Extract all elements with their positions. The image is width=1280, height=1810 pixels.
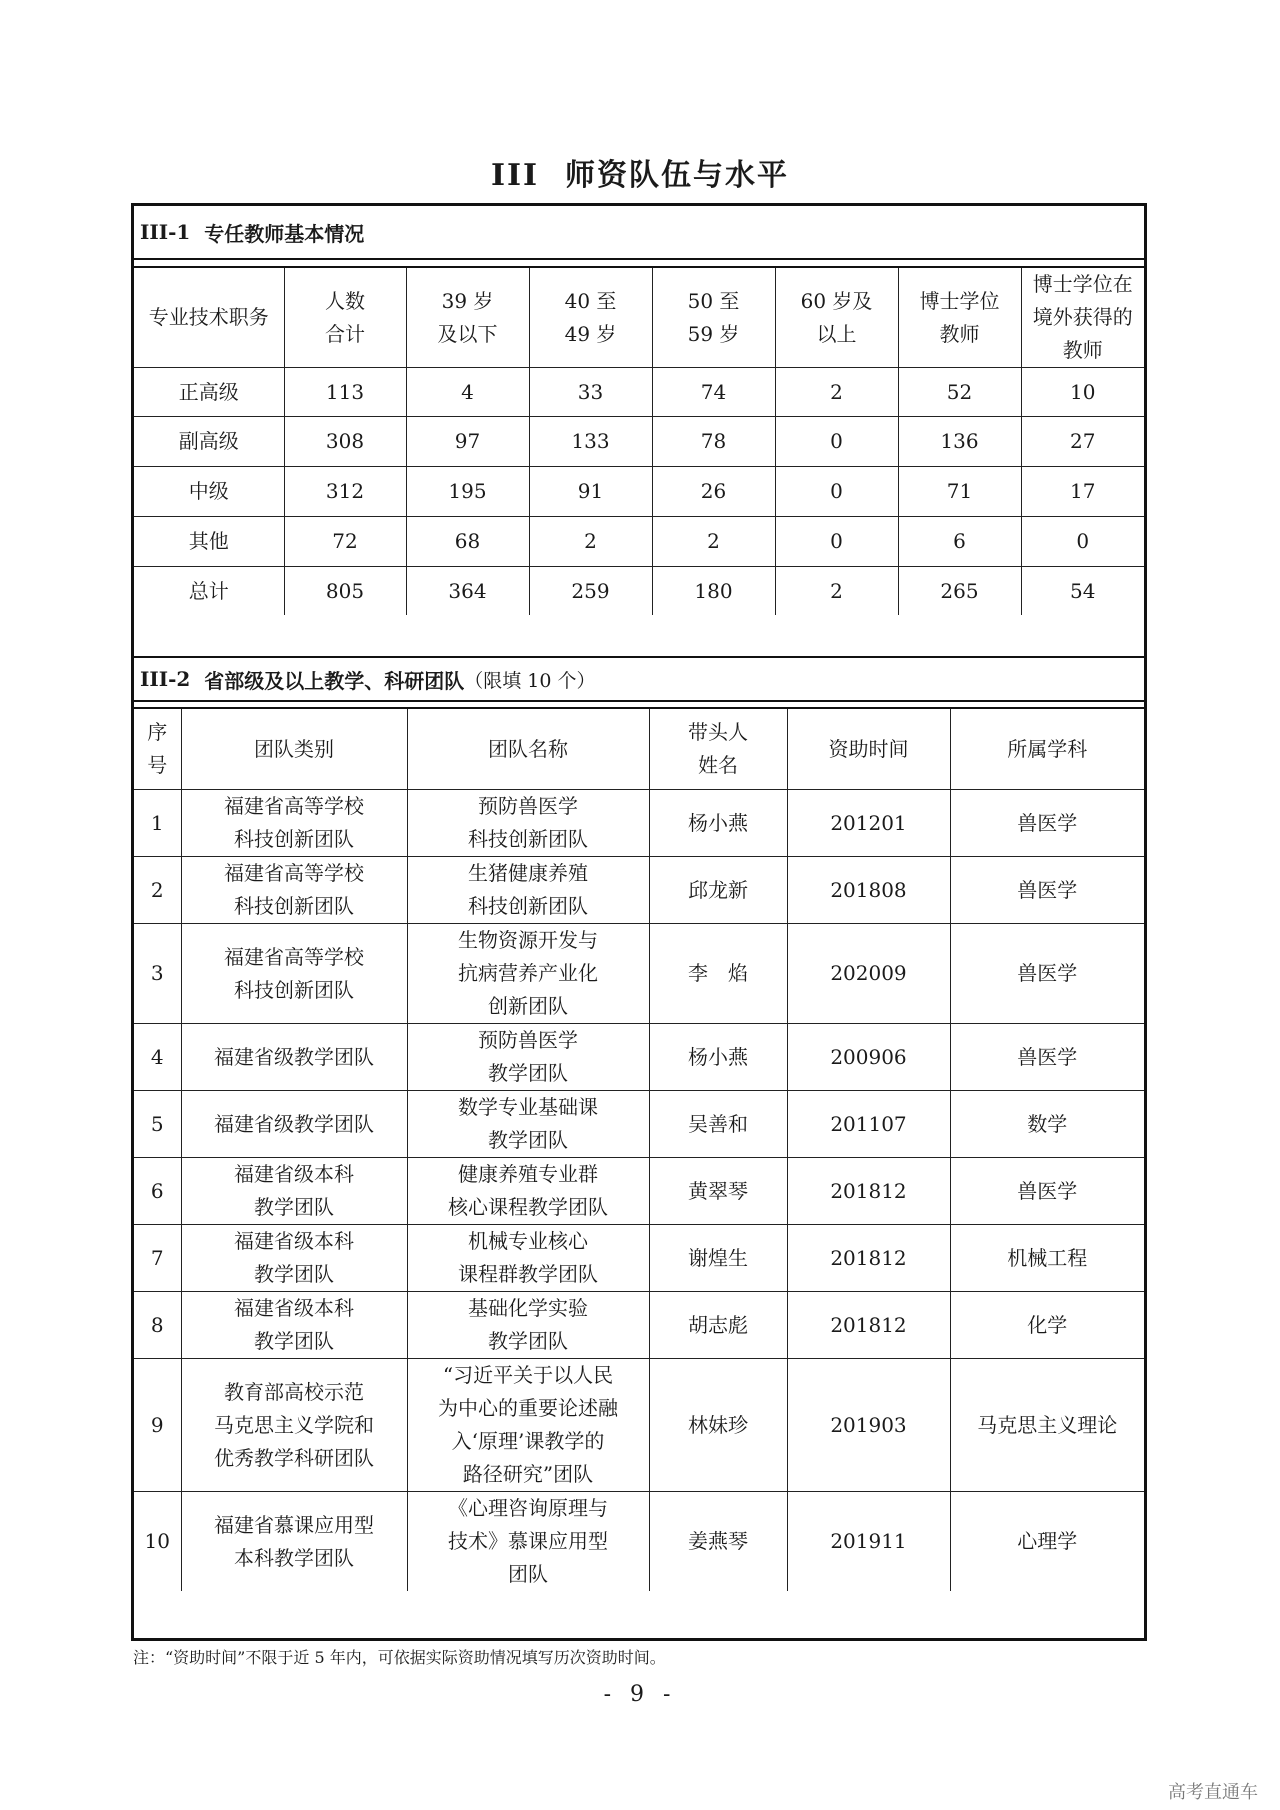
teams-cell: 谢煌生 xyxy=(649,1225,787,1292)
stats-cell: 2 xyxy=(529,517,652,567)
stats-header-cell: 博士学位 教师 xyxy=(898,268,1021,368)
stats-header-cell: 39 岁 及以下 xyxy=(406,268,529,368)
document-frame xyxy=(131,203,1147,1641)
teams-row xyxy=(134,1492,1144,1592)
stats-cell: 2 xyxy=(652,517,775,567)
stats-cell: 78 xyxy=(652,417,775,467)
teams-cell: 福建省高等学校 科技创新团队 xyxy=(181,857,407,924)
stats-cell: 17 xyxy=(1021,467,1144,517)
stats-cell: 正高级 xyxy=(134,368,284,417)
teams-cell: 《心理咨询原理与 技术》慕课应用型 团队 xyxy=(407,1492,649,1592)
stats-cell: 364 xyxy=(406,567,529,616)
teams-cell: 兽医学 xyxy=(950,1158,1144,1225)
teams-cell: 吴善和 xyxy=(649,1091,787,1158)
teams-row xyxy=(134,790,1144,857)
teams-cell: 201903 xyxy=(787,1359,950,1492)
teams-cell: 数学专业基础课 教学团队 xyxy=(407,1091,649,1158)
teams-cell: 201812 xyxy=(787,1158,950,1225)
teams-cell: 201201 xyxy=(787,790,950,857)
page-title-text: 师资队伍与水平 xyxy=(565,158,790,193)
stats-cell: 其他 xyxy=(134,517,284,567)
stats-header-cell: 50 至 59 岁 xyxy=(652,268,775,368)
teams-cell: 6 xyxy=(134,1158,181,1225)
stats-header-cell: 专业技术职务 xyxy=(134,268,284,368)
stats-cell: 195 xyxy=(406,467,529,517)
teams-cell: 福建省级本科 教学团队 xyxy=(181,1225,407,1292)
section2-title: 省部级及以上教学、科研团队 xyxy=(204,668,465,693)
teams-row xyxy=(134,1158,1144,1225)
stats-cell: 副高级 xyxy=(134,417,284,467)
teams-cell: 马克思主义理论 xyxy=(950,1359,1144,1492)
stats-cell: 91 xyxy=(529,467,652,517)
teams-cell: 胡志彪 xyxy=(649,1292,787,1359)
stats-cell: 265 xyxy=(898,567,1021,616)
teams-header-row xyxy=(134,709,1144,790)
teams-header-cell: 序 号 xyxy=(134,709,181,790)
stats-cell: 总计 xyxy=(134,567,284,616)
teams-row xyxy=(134,924,1144,1024)
teams-cell: 201812 xyxy=(787,1225,950,1292)
teams-row xyxy=(134,1024,1144,1091)
section1-title: 专任教师基本情况 xyxy=(204,221,365,246)
teams-cell: 8 xyxy=(134,1292,181,1359)
teams-cell: 3 xyxy=(134,924,181,1024)
stats-row xyxy=(134,417,1144,467)
stats-row xyxy=(134,467,1144,517)
stats-cell: 10 xyxy=(1021,368,1144,417)
teams-cell: 7 xyxy=(134,1225,181,1292)
page-title xyxy=(0,150,1280,194)
section1-code: III-1 xyxy=(140,220,191,244)
watermark: 高考直通车 xyxy=(1168,1782,1258,1803)
teams-table xyxy=(134,709,1144,1591)
section1-rule xyxy=(134,258,1144,260)
teams-cell: 福建省慕课应用型 本科教学团队 xyxy=(181,1492,407,1592)
teacher-stats-table xyxy=(134,268,1144,615)
stats-cell: 805 xyxy=(284,567,406,616)
teams-cell: 黄翠琴 xyxy=(649,1158,787,1225)
teams-cell: 邱龙新 xyxy=(649,857,787,924)
teams-cell: 李 焰 xyxy=(649,924,787,1024)
teams-cell: 机械工程 xyxy=(950,1225,1144,1292)
teams-cell: 202009 xyxy=(787,924,950,1024)
teams-cell: 4 xyxy=(134,1024,181,1091)
teams-cell: 杨小燕 xyxy=(649,790,787,857)
section2-heading xyxy=(134,658,1144,700)
stats-cell: 2 xyxy=(775,368,898,417)
teams-header-cell: 带头人 姓名 xyxy=(649,709,787,790)
teams-cell: 福建省级本科 教学团队 xyxy=(181,1158,407,1225)
teams-cell: 心理学 xyxy=(950,1492,1144,1592)
teams-cell: 林妹珍 xyxy=(649,1359,787,1492)
stats-cell: 136 xyxy=(898,417,1021,467)
teams-cell: 杨小燕 xyxy=(649,1024,787,1091)
section2-hint: （限填 10 个） xyxy=(464,669,596,692)
teams-cell: 预防兽医学 教学团队 xyxy=(407,1024,649,1091)
stats-header-cell: 人数 合计 xyxy=(284,268,406,368)
stats-header-cell: 博士学位在 境外获得的 教师 xyxy=(1021,268,1144,368)
teams-cell: 201107 xyxy=(787,1091,950,1158)
teams-cell: 5 xyxy=(134,1091,181,1158)
stats-cell: 中级 xyxy=(134,467,284,517)
section2-rule-2 xyxy=(134,700,1144,702)
stats-cell: 180 xyxy=(652,567,775,616)
stats-row xyxy=(134,517,1144,567)
teams-cell: 10 xyxy=(134,1492,181,1592)
stats-cell: 308 xyxy=(284,417,406,467)
teams-cell: 基础化学实验 教学团队 xyxy=(407,1292,649,1359)
teams-cell: 化学 xyxy=(950,1292,1144,1359)
teams-cell: 9 xyxy=(134,1359,181,1492)
stats-cell: 72 xyxy=(284,517,406,567)
teams-cell: 姜燕琴 xyxy=(649,1492,787,1592)
teams-cell: 福建省高等学校 科技创新团队 xyxy=(181,924,407,1024)
teams-cell: 201812 xyxy=(787,1292,950,1359)
stats-cell: 133 xyxy=(529,417,652,467)
teams-cell: 机械专业核心 课程群教学团队 xyxy=(407,1225,649,1292)
teams-cell: 福建省级教学团队 xyxy=(181,1024,407,1091)
stats-cell: 259 xyxy=(529,567,652,616)
section1-heading xyxy=(134,206,1144,258)
teams-cell: 福建省高等学校 科技创新团队 xyxy=(181,790,407,857)
teams-cell: 福建省级教学团队 xyxy=(181,1091,407,1158)
teams-cell: 200906 xyxy=(787,1024,950,1091)
stats-cell: 6 xyxy=(898,517,1021,567)
teams-header-cell: 资助时间 xyxy=(787,709,950,790)
teams-row xyxy=(134,1225,1144,1292)
stats-cell: 4 xyxy=(406,368,529,417)
teams-row xyxy=(134,1292,1144,1359)
teams-cell: 兽医学 xyxy=(950,857,1144,924)
teams-cell: 预防兽医学 科技创新团队 xyxy=(407,790,649,857)
stats-cell: 68 xyxy=(406,517,529,567)
teams-header-cell: 团队类别 xyxy=(181,709,407,790)
teams-cell: 兽医学 xyxy=(950,790,1144,857)
stats-cell: 113 xyxy=(284,368,406,417)
stats-cell: 74 xyxy=(652,368,775,417)
teams-row xyxy=(134,857,1144,924)
teams-cell: 教育部高校示范 马克思主义学院和 优秀教学科研团队 xyxy=(181,1359,407,1492)
stats-cell: 97 xyxy=(406,417,529,467)
teams-cell: 1 xyxy=(134,790,181,857)
teams-header-cell: 团队名称 xyxy=(407,709,649,790)
teams-header-cell: 所属学科 xyxy=(950,709,1144,790)
stats-cell: 2 xyxy=(775,567,898,616)
stats-row xyxy=(134,368,1144,417)
page-title-roman: III xyxy=(490,158,540,193)
teams-cell: 生物资源开发与 抗病营养产业化 创新团队 xyxy=(407,924,649,1024)
stats-cell: 0 xyxy=(775,417,898,467)
stats-cell: 0 xyxy=(775,467,898,517)
teams-cell: 201911 xyxy=(787,1492,950,1592)
stats-header-cell: 40 至 49 岁 xyxy=(529,268,652,368)
stats-header-row xyxy=(134,268,1144,368)
teams-cell: 健康养殖专业群 核心课程教学团队 xyxy=(407,1158,649,1225)
stats-cell: 33 xyxy=(529,368,652,417)
stats-cell: 71 xyxy=(898,467,1021,517)
teams-cell: 2 xyxy=(134,857,181,924)
footnote: 注：“资助时间”不限于近 5 年内，可依据实际资助情况填写历次资助时间。 xyxy=(133,1648,666,1667)
stats-cell: 0 xyxy=(1021,517,1144,567)
stats-cell: 26 xyxy=(652,467,775,517)
stats-cell: 54 xyxy=(1021,567,1144,616)
teams-row xyxy=(134,1359,1144,1492)
teams-cell: 兽医学 xyxy=(950,924,1144,1024)
teams-row xyxy=(134,1091,1144,1158)
stats-cell: 52 xyxy=(898,368,1021,417)
page-number: - 9 - xyxy=(603,1682,677,1707)
teams-cell: 201808 xyxy=(787,857,950,924)
teams-cell: 生猪健康养殖 科技创新团队 xyxy=(407,857,649,924)
stats-header-cell: 60 岁及 以上 xyxy=(775,268,898,368)
teams-cell: 兽医学 xyxy=(950,1024,1144,1091)
section2-code: III-2 xyxy=(140,667,191,691)
teams-cell: “习近平关于以人民 为中心的重要论述融 入‘原理’课教学的 路径研究”团队 xyxy=(407,1359,649,1492)
stats-cell: 27 xyxy=(1021,417,1144,467)
stats-cell: 0 xyxy=(775,517,898,567)
stats-cell: 312 xyxy=(284,467,406,517)
teams-cell: 数学 xyxy=(950,1091,1144,1158)
teams-cell: 福建省级本科 教学团队 xyxy=(181,1292,407,1359)
stats-row xyxy=(134,567,1144,616)
